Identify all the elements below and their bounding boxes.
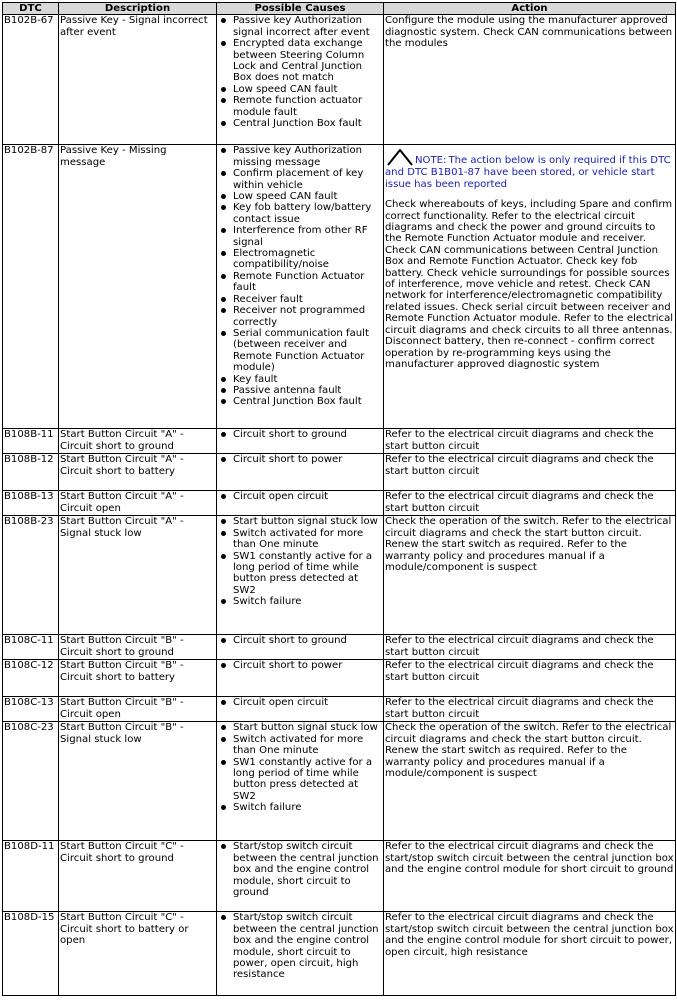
cause-item: Start button signal stuck low	[233, 722, 382, 733]
action-text: Check the operation of the switch. Refer to the electrical circuit diagrams and check the start button circuit. Renew the start switch as required. Refer to the warranty policy and procedures manual if a module/component is suspect	[385, 722, 672, 780]
possible-causes-cell	[217, 516, 384, 635]
action-text: Check whereabouts of keys, including Spare and confirm correct functionality. Refer to the electrical circuit diagrams and check the power and ground circuits to the Remote Function Actuator module and receiver. Check CAN communications between Central Junction Box and Remote Function Actuator. Check key fob battery. Check vehicle surroundings for possible sources of interference, move vehicle and retest. Check CAN network for interference/electromagnetic compatibility related issues. Check serial circuit between receiver and Remote Function Actuator module. Refer to the electrical circuit diagrams and check circuits to all three antennas. Disconnect battery, then re-connect - confirm correct operation by re-programming keys using the manufacturer approved diagnostic system	[385, 199, 674, 370]
action-cell	[384, 660, 676, 697]
possible-causes-list	[218, 635, 382, 646]
table-row	[3, 697, 676, 722]
dtc-code: B108B-12	[3, 454, 59, 491]
action-text: Refer to the electrical circuit diagrams and check the start button circuit	[385, 697, 654, 720]
dtc-description: Start Button Circuit "A" - Circuit short to ground	[59, 429, 217, 454]
header-action: Action	[384, 3, 676, 15]
action-cell	[384, 429, 676, 454]
table-row	[3, 491, 676, 516]
dtc-table	[2, 2, 676, 996]
dtc-code: B102B-87	[3, 145, 59, 429]
note-label: NOTE:	[415, 155, 447, 167]
dtc-description: Start Button Circuit "A" - Signal stuck low	[59, 516, 217, 635]
dtc-description: Start Button Circuit "C" - Circuit short to ground	[59, 841, 217, 912]
dtc-code: B108C-11	[3, 635, 59, 660]
cause-item: Circuit short to ground	[233, 635, 382, 646]
possible-causes-list	[218, 912, 382, 980]
table-row	[3, 15, 676, 145]
cause-item: SW1 constantly active for a long period of time while button press detected at SW2	[233, 551, 382, 597]
cause-item: Circuit open circuit	[233, 491, 382, 502]
cause-item: Switch failure	[233, 596, 382, 607]
cause-item: Passive key Authorization missing message	[233, 145, 382, 168]
table-row	[3, 429, 676, 454]
dtc-code: B108B-13	[3, 491, 59, 516]
dtc-code: B108C-12	[3, 660, 59, 697]
note-block	[385, 145, 674, 190]
action-cell	[384, 454, 676, 491]
cause-item: Start button signal stuck low	[233, 516, 382, 527]
possible-causes-list	[218, 697, 382, 708]
cause-item: Switch activated for more than One minute	[233, 734, 382, 757]
table-header-row	[3, 3, 676, 15]
cause-item: Encrypted data exchange between Steering Column Lock and Central Junction Box does not match	[233, 38, 382, 84]
cause-item: Circuit open circuit	[233, 697, 382, 708]
cause-item: Remote function actuator module fault	[233, 95, 382, 118]
possible-causes-cell	[217, 429, 384, 454]
possible-causes-cell	[217, 912, 384, 996]
cause-item: Central Junction Box fault	[233, 118, 382, 129]
table-row	[3, 912, 676, 996]
possible-causes-cell	[217, 635, 384, 660]
dtc-code: B108B-23	[3, 516, 59, 635]
dtc-code: B108D-15	[3, 912, 59, 996]
warning-triangle-icon	[385, 147, 415, 167]
cause-item: Low speed CAN fault	[233, 84, 382, 95]
cause-item: SW1 constantly active for a long period of time while button press detected at SW2	[233, 757, 382, 803]
possible-causes-cell	[217, 660, 384, 697]
header-possible-causes: Possible Causes	[217, 3, 384, 15]
header-description: Description	[59, 3, 217, 15]
cause-item: Low speed CAN fault	[233, 191, 382, 202]
cause-item: Confirm placement of key within vehicle	[233, 168, 382, 191]
action-cell	[384, 722, 676, 841]
cause-item: Switch activated for more than One minute	[233, 528, 382, 551]
possible-causes-cell	[217, 697, 384, 722]
cause-item: Receiver fault	[233, 294, 382, 305]
table-row	[3, 454, 676, 491]
action-text: Check the operation of the switch. Refer to the electrical circuit diagrams and check the start button circuit. Renew the start switch as required. Refer to the warranty policy and procedures manual if a module/component is suspect	[385, 516, 672, 574]
dtc-code: B102B-67	[3, 15, 59, 145]
cause-item: Switch failure	[233, 802, 382, 813]
dtc-description: Start Button Circuit "B" - Signal stuck low	[59, 722, 217, 841]
possible-causes-list	[218, 491, 382, 502]
action-text: Refer to the electrical circuit diagrams and check the start button circuit	[385, 454, 654, 477]
table-body	[3, 15, 676, 996]
cause-item: Receiver not programmed correctly	[233, 305, 382, 328]
table-row	[3, 660, 676, 697]
table-row	[3, 841, 676, 912]
action-cell	[384, 841, 676, 912]
cause-item: Passive key Authorization signal incorrect after event	[233, 15, 382, 38]
action-text: Refer to the electrical circuit diagrams and check the start button circuit	[385, 660, 654, 683]
possible-causes-cell	[217, 722, 384, 841]
possible-causes-cell	[217, 145, 384, 429]
possible-causes-list	[218, 454, 382, 465]
table-row	[3, 635, 676, 660]
possible-causes-list	[218, 15, 382, 129]
action-cell	[384, 912, 676, 996]
dtc-description: Start Button Circuit "C" - Circuit short to battery or open	[59, 912, 217, 996]
possible-causes-list	[218, 660, 382, 671]
possible-causes-list	[218, 722, 382, 813]
table-row	[3, 516, 676, 635]
cause-item: Serial communication fault (between receiver and Remote Function Actuator module)	[233, 328, 382, 374]
action-cell	[384, 15, 676, 145]
dtc-description: Start Button Circuit "B" - Circuit short to ground	[59, 635, 217, 660]
possible-causes-list	[218, 516, 382, 607]
dtc-description: Start Button Circuit "B" - Circuit short to battery	[59, 660, 217, 697]
action-cell	[384, 635, 676, 660]
cause-item: Remote Function Actuator fault	[233, 271, 382, 294]
action-cell	[384, 516, 676, 635]
cause-item: Interference from other RF signal	[233, 225, 382, 248]
action-cell	[384, 491, 676, 516]
header-dtc: DTC	[3, 3, 59, 15]
dtc-page	[2, 2, 675, 996]
cause-item: Key fob battery low/battery contact issue	[233, 202, 382, 225]
dtc-code: B108D-11	[3, 841, 59, 912]
dtc-code: B108B-11	[3, 429, 59, 454]
cause-item: Circuit short to power	[233, 660, 382, 671]
possible-causes-cell	[217, 491, 384, 516]
cause-item: Start/stop switch circuit between the central junction box and the engine control module, short circuit to ground	[233, 841, 382, 898]
table-row	[3, 145, 676, 429]
action-text: Refer to the electrical circuit diagrams and check the start button circuit	[385, 635, 654, 658]
dtc-code: B108C-13	[3, 697, 59, 722]
cause-item: Circuit short to power	[233, 454, 382, 465]
dtc-description: Passive Key - Missing message	[59, 145, 217, 429]
action-text: Refer to the electrical circuit diagrams and check the start button circuit	[385, 491, 654, 514]
action-text: Refer to the electrical circuit diagrams and check the start button circuit	[385, 429, 654, 452]
possible-causes-cell	[217, 841, 384, 912]
possible-causes-list	[218, 429, 382, 440]
possible-causes-cell	[217, 15, 384, 145]
action-text: Configure the module using the manufacturer approved diagnostic system. Check CAN communications between the modules	[385, 15, 673, 50]
action-cell	[384, 697, 676, 722]
dtc-description: Start Button Circuit "A" - Circuit short to battery	[59, 454, 217, 491]
cause-item: Circuit short to ground	[233, 429, 382, 440]
cause-item: Electromagnetic compatibility/noise	[233, 248, 382, 271]
cause-item: Central Junction Box fault	[233, 396, 382, 407]
action-text: Refer to the electrical circuit diagrams and check the start/stop switch circuit between the central junction box and the engine control module for short circuit to power, open circuit, high resistance	[385, 912, 674, 958]
cause-item: Start/stop switch circuit between the central junction box and the engine control module, short circuit to power, open circuit, high resistance	[233, 912, 382, 980]
cause-item: Key fault	[233, 374, 382, 385]
possible-causes-cell	[217, 454, 384, 491]
action-text: Refer to the electrical circuit diagrams and check the start/stop switch circuit between the central junction box and the engine control module for short circuit to ground	[385, 841, 674, 876]
possible-causes-list	[218, 841, 382, 898]
possible-causes-list	[218, 145, 382, 407]
note-text: The action below is only required if this DTC and DTC B1B01-87 have been stored, or vehicle start issue has been reported	[385, 155, 671, 190]
table-row	[3, 722, 676, 841]
dtc-code: B108C-23	[3, 722, 59, 841]
cause-item: Passive antenna fault	[233, 385, 382, 396]
dtc-description: Start Button Circuit "B" - Circuit open	[59, 697, 217, 722]
action-cell	[384, 145, 676, 429]
dtc-description: Passive Key - Signal incorrect after event	[59, 15, 217, 145]
dtc-description: Start Button Circuit "A" - Circuit open	[59, 491, 217, 516]
